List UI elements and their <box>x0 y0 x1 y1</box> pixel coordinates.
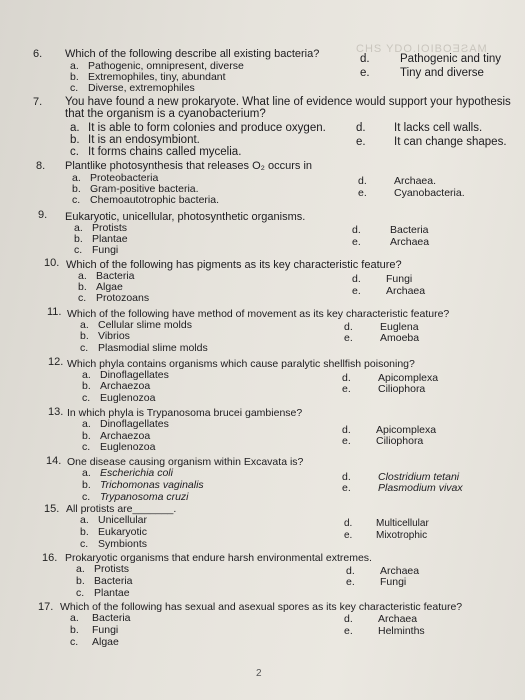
question-stem: Eukaryotic, unicellular, photosynthetic organisms. <box>65 211 306 223</box>
option-e[interactable]: e. Ciliophora <box>342 383 426 395</box>
question-stem-line-2: that the organism is a cyanobacterium? <box>65 108 266 120</box>
question-number: 17. <box>38 601 54 613</box>
option-c[interactable]: c. It forms chains called mycelia. <box>70 146 242 158</box>
option-a[interactable]: a. Unicellular <box>80 514 148 526</box>
option-d[interactable]: d. Archaea <box>344 613 418 625</box>
option-b[interactable]: b. Archaezoa <box>82 430 151 442</box>
option-c[interactable]: c. Plasmodial slime molds <box>80 342 208 354</box>
option-d[interactable]: d. Fungi <box>352 273 413 285</box>
option-c[interactable]: c. Fungi <box>74 244 119 256</box>
question-stem: Which phyla contains organisms which cause paralytic shellfish poisoning? <box>67 358 415 370</box>
option-a[interactable]: a. Protists <box>76 563 130 575</box>
option-c[interactable]: c. Chemoautotrophic bacteria. <box>72 194 219 206</box>
question-number: 8. <box>36 160 46 172</box>
option-b[interactable]: b. Eukaryotic <box>80 526 148 538</box>
question-stem: Plantlike photosynthesis that releases O₂ occurs in <box>65 160 313 172</box>
question-number: 16. <box>42 552 58 564</box>
option-b[interactable]: b. Gram-positive bacteria. <box>72 183 199 195</box>
question-number: 14. <box>46 455 62 467</box>
option-e[interactable]: e. Helminths <box>344 625 425 637</box>
option-b[interactable]: b. It is an endosymbiont. <box>70 134 200 146</box>
option-e[interactable]: e. Fungi <box>346 576 407 588</box>
option-c[interactable]: c. Euglenozoa <box>82 392 156 404</box>
option-d[interactable]: d. Euglena <box>344 321 419 333</box>
option-b[interactable]: b. Bacteria <box>76 575 133 587</box>
option-b[interactable]: b. Vibrios <box>80 330 130 342</box>
option-e[interactable]: e. Amoeba <box>344 332 420 344</box>
option-b[interactable]: b. Plantae <box>74 233 128 245</box>
question-stem: One disease causing organism within Excavata is? <box>67 456 304 468</box>
option-e[interactable]: e. Archaea <box>352 285 426 297</box>
option-a[interactable]: a. Bacteria <box>78 270 135 282</box>
option-a[interactable]: a. Escherichia coli <box>82 467 173 479</box>
option-c[interactable]: c. Protozoans <box>78 292 150 304</box>
option-e[interactable]: e. Ciliophora <box>342 435 424 447</box>
option-d[interactable]: d. Multicellular <box>344 518 429 529</box>
question-number: 10. <box>44 257 60 269</box>
option-c[interactable]: c. Trypanosoma cruzi <box>82 491 189 503</box>
option-a[interactable]: a. Cellular slime molds <box>80 319 192 331</box>
option-c[interactable]: c. Euglenozoa <box>82 441 156 453</box>
option-a[interactable]: a. Dinoflagellates <box>82 418 169 430</box>
question-stem: Prokaryotic organisms that endure harsh environmental extremes. <box>65 552 372 564</box>
option-d[interactable]: d. Archaea. <box>358 175 437 187</box>
option-e[interactable]: e. Tiny and diverse <box>360 67 484 79</box>
question-number: 12. <box>48 356 64 368</box>
question-stem: You have found a new prokaryote. What line of evidence would support your hypothesis <box>65 96 511 108</box>
option-a[interactable]: a. Proteobacteria <box>72 172 159 184</box>
question-number: 13. <box>48 406 64 418</box>
option-b[interactable]: b. Extremophiles, tiny, abundant <box>70 71 226 83</box>
option-b[interactable]: b. Fungi <box>70 624 119 636</box>
question-number: 9. <box>38 209 48 221</box>
option-d[interactable]: d. Bacteria <box>352 224 429 236</box>
option-e[interactable]: e. Plasmodium vivax <box>342 482 463 494</box>
option-a[interactable]: a. It is able to form colonies and produce oxygen. <box>70 122 326 134</box>
option-e[interactable]: e. Cyanobacteria. <box>358 187 465 199</box>
option-c[interactable]: c. Plantae <box>76 587 130 599</box>
question-stem: Which of the following has sexual and asexual spores as its key characteristic feature? <box>60 601 463 613</box>
option-d[interactable]: d. Pathogenic and tiny <box>360 53 502 65</box>
option-a[interactable]: a. Dinoflagellates <box>82 369 169 381</box>
option-b[interactable]: b. Trichomonas vaginalis <box>82 479 204 491</box>
question-stem: All protists are_______. <box>66 503 177 515</box>
question-number: 11. <box>47 306 62 318</box>
question-stem: In which phyla is Trypanosoma brucei gambiense? <box>67 407 303 419</box>
question-sheet <box>0 30 525 690</box>
option-a[interactable]: a. Protists <box>74 222 128 234</box>
question-number: 6. <box>33 48 43 60</box>
page-number: 2 <box>256 668 262 679</box>
option-b[interactable]: b. Algae <box>78 281 123 293</box>
question-stem: Which of the following describe all existing bacteria? <box>65 48 320 60</box>
question-stem: Which of the following have method of movement as its key characteristic feature? <box>67 308 450 320</box>
option-b[interactable]: b. Archaezoa <box>82 380 151 392</box>
option-c[interactable]: c. Diverse, extremophiles <box>70 82 195 94</box>
option-d[interactable]: d. Archaea <box>346 565 420 577</box>
option-c[interactable]: c. Symbionts <box>80 538 148 550</box>
bleed-through-watermark: CHS YDO.IOIBOƎƧAM <box>356 43 488 55</box>
question-number: 7. <box>33 96 43 108</box>
option-d[interactable]: d. It lacks cell walls. <box>356 122 483 134</box>
option-d[interactable]: d. Apicomplexa <box>342 372 439 384</box>
option-d[interactable]: d. Apicomplexa <box>342 424 437 436</box>
option-d[interactable]: d. Clostridium tetani <box>342 471 460 483</box>
option-c[interactable]: c. Algae <box>70 636 119 648</box>
option-e[interactable]: e. Archaea <box>352 236 430 248</box>
option-e[interactable]: e. Mixotrophic <box>344 530 428 541</box>
option-a[interactable]: a. Pathogenic, omnipresent, diverse <box>70 60 244 72</box>
question-stem: Which of the following has pigments as its key characteristic feature? <box>66 259 402 271</box>
question-number: 15. <box>44 503 60 515</box>
option-e[interactable]: e. It can change shapes. <box>356 136 507 148</box>
option-a[interactable]: a. Bacteria <box>70 612 131 624</box>
